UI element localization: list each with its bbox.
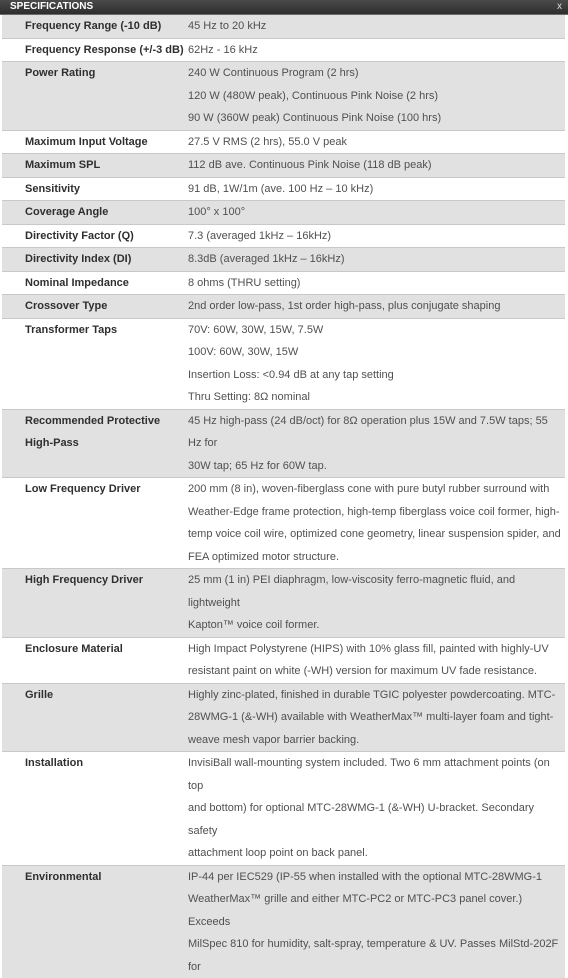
spec-value-line: 45 Hz to 20 kHz <box>188 20 267 32</box>
spec-row <box>2 248 565 272</box>
spec-label-line: High-Pass <box>25 437 79 449</box>
spec-label: Frequency Range (-10 dB) <box>25 20 162 32</box>
spec-row <box>2 62 565 131</box>
spec-label: Transformer Taps <box>25 323 118 336</box>
spec-label: High Frequency Driver <box>25 574 143 586</box>
spec-value-line: 7.3 (averaged 1kHz – 16kHz) <box>188 229 332 242</box>
spec-value-line: 240 W Continuous Program (2 hrs) <box>188 67 359 79</box>
spec-row <box>2 224 565 248</box>
spec-label: Grille <box>25 688 54 701</box>
spec-value-line: attachment loop point on back panel. <box>188 847 368 859</box>
spec-row <box>2 38 565 62</box>
spec-row <box>2 154 565 178</box>
spec-value-line: 100V: 60W, 30W, 15W <box>188 346 299 358</box>
spec-value-line: 28WMG-1 (&-WH) available with WeatherMax™ multi-layer foam and tight- <box>188 711 554 723</box>
spec-row <box>2 569 565 638</box>
spec-row <box>2 201 565 225</box>
spec-value <box>185 271 565 295</box>
spec-label: Enclosure Material <box>25 642 123 655</box>
spec-value <box>185 752 565 866</box>
spec-row <box>2 295 565 319</box>
spec-value-line: weave mesh vapor barrier backing. <box>188 733 360 746</box>
spec-row <box>2 752 565 866</box>
spec-value-line: InvisiBall wall-mounting system included. Two 6 mm attachment points (on top <box>188 757 550 792</box>
spec-value-line: 8.3dB (averaged 1kHz – 16kHz) <box>188 253 345 265</box>
spec-value-line: 90 W (360W peak) Continuous Pink Noise (100 hrs) <box>188 112 442 124</box>
spec-value <box>185 637 565 683</box>
spec-row <box>2 130 565 154</box>
spec-row <box>2 637 565 683</box>
spec-label: Low Frequency Driver <box>25 483 141 495</box>
spec-label: Directivity Index (DI) <box>25 253 132 265</box>
spec-row <box>2 865 565 978</box>
spec-value <box>185 224 565 248</box>
spec-value <box>185 865 565 978</box>
spec-value-line: 120 W (480W peak), Continuous Pink Noise (2 hrs) <box>188 89 439 102</box>
spec-value-line: temp voice coil wire, optimized cone geometry, linear suspension spider, and <box>188 528 561 540</box>
spec-value <box>185 177 565 201</box>
spec-row <box>2 271 565 295</box>
spec-value <box>185 201 565 225</box>
specifications-header <box>0 0 568 15</box>
close-icon[interactable]: x <box>557 1 562 12</box>
spec-value-line: 27.5 V RMS (2 hrs), 55.0 V peak <box>188 135 347 148</box>
spec-value <box>185 38 565 62</box>
spec-value-line: High Impact Polystyrene (HIPS) with 10% glass fill, painted with highly-UV <box>188 642 549 655</box>
spec-label: Directivity Factor (Q) <box>25 229 134 242</box>
spec-value-line: FEA optimized motor structure. <box>188 550 339 563</box>
spec-value <box>185 248 565 272</box>
spec-value <box>185 478 565 569</box>
spec-value-line: Thru Setting: 8Ω nominal <box>188 391 310 403</box>
spec-value-line: 112 dB ave. Continuous Pink Noise (118 dB peak) <box>188 159 432 171</box>
spec-value-line: 30W tap; 65 Hz for 60W tap. <box>188 459 327 472</box>
spec-label: Crossover Type <box>25 300 108 312</box>
spec-value-line: Kapton™ voice coil former. <box>188 619 320 631</box>
spec-value-line: 45 Hz high-pass (24 dB/oct) for 8Ω operation plus 15W and 7.5W taps; 55 Hz for <box>188 414 548 449</box>
spec-row <box>2 177 565 201</box>
spec-value-line: WeatherMax™ grille and either MTC-PC2 or MTC-PC3 panel cover.) Exceeds <box>188 893 523 928</box>
spec-value-line: 62Hz - 16 kHz <box>188 43 258 56</box>
spec-value-line: resistant paint on white (-WH) version for maximum UV fade resistance. <box>188 665 538 677</box>
spec-label: Power Rating <box>25 67 96 79</box>
spec-row <box>2 15 565 38</box>
spec-row <box>2 318 565 409</box>
spec-value-line: IP-44 per IEC529 (IP-55 when installed with the optional MTC-28WMG-1 <box>188 870 542 883</box>
spec-value <box>185 683 565 752</box>
header-title: SPECIFICATIONS <box>10 1 94 12</box>
spec-value-line: 2nd order low-pass, 1st order high-pass, plus conjugate shaping <box>188 300 501 312</box>
spec-row <box>2 478 565 569</box>
spec-label: Nominal Impedance <box>25 276 129 289</box>
spec-value <box>185 318 565 409</box>
spec-value <box>185 15 565 38</box>
spec-label: Environmental <box>25 870 102 883</box>
spec-row <box>2 409 565 478</box>
spec-value-line: 70V: 60W, 30W, 15W, 7.5W <box>188 323 324 336</box>
spec-value <box>185 409 565 478</box>
spec-value-line: Insertion Loss: <0.94 dB at any tap setting <box>188 368 394 381</box>
spec-label: Sensitivity <box>25 182 81 195</box>
spec-value-line: 8 ohms (THRU setting) <box>188 276 301 289</box>
spec-value-line: 200 mm (8 in), woven-fiberglass cone with pure butyl rubber surround with <box>188 483 550 495</box>
spec-label-line: Recommended Protective <box>25 414 161 427</box>
spec-value <box>185 569 565 638</box>
spec-label: Maximum Input Voltage <box>25 135 148 148</box>
spec-value-line: MilSpec 810 for humidity, salt-spray, temperature & UV. Passes MilStd-202F for <box>188 938 559 973</box>
spec-value <box>185 295 565 319</box>
spec-value-line: 100° x 100° <box>188 206 246 218</box>
spec-value-line: 25 mm (1 in) PEI diaphragm, low-viscosity ferro-magnetic fluid, and lightweight <box>188 574 516 609</box>
spec-value <box>185 130 565 154</box>
spec-label: Maximum SPL <box>25 159 101 171</box>
spec-value <box>185 154 565 178</box>
spec-row <box>2 683 565 752</box>
spec-label <box>2 409 185 478</box>
spec-label: Coverage Angle <box>25 206 109 218</box>
spec-value-line: and bottom) for optional MTC-28WMG-1 (&-WH) U-bracket. Secondary safety <box>188 802 534 837</box>
spec-value-line: Highly zinc-plated, finished in durable TGIC polyester powdercoating. MTC- <box>188 688 556 701</box>
spec-value <box>185 62 565 131</box>
spec-value-line: Weather-Edge frame protection, high-temp fiberglass voice coil former, high- <box>188 505 560 518</box>
spec-value-line: 91 dB, 1W/1m (ave. 100 Hz – 10 kHz) <box>188 182 374 195</box>
spec-label: Installation <box>25 757 84 769</box>
spec-label: Frequency Response (+/-3 dB) <box>25 43 184 56</box>
